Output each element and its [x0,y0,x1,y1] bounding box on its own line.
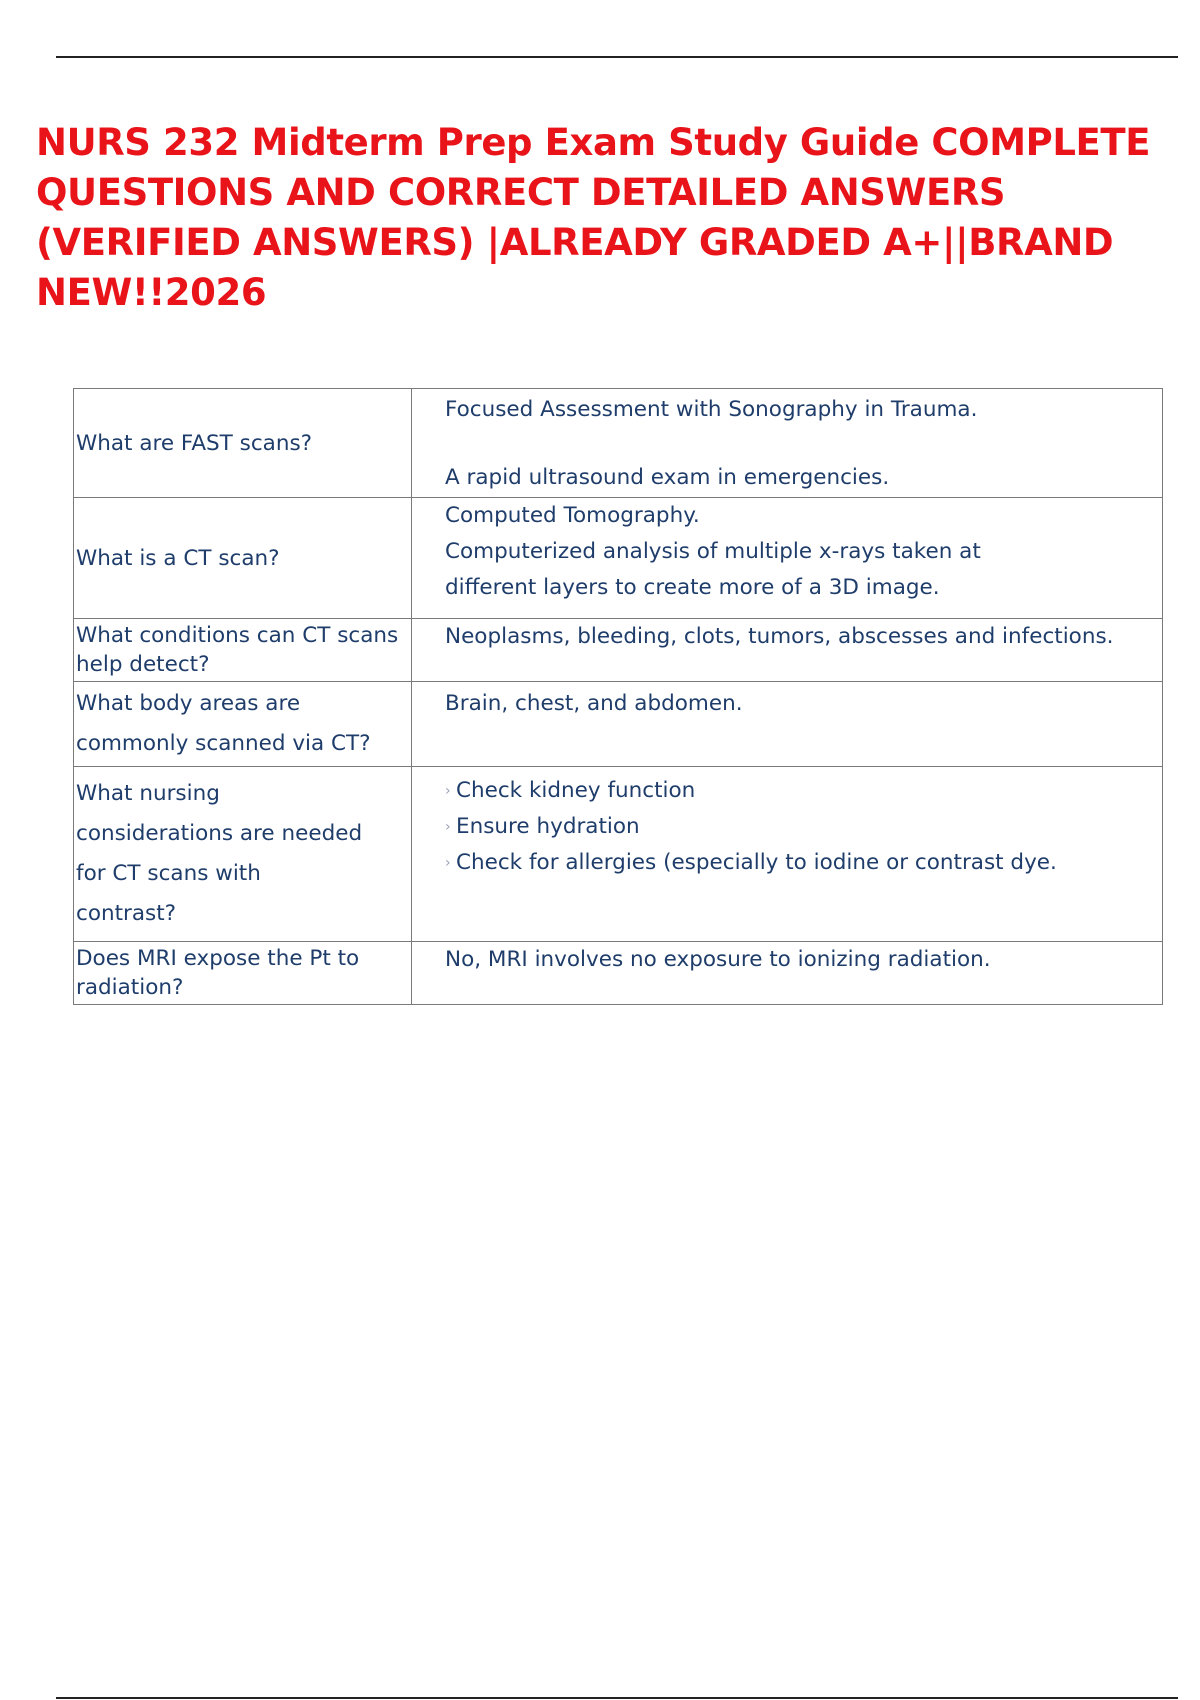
answer-text: Focused Assessment with Sonography in Trauma. [445,397,978,422]
top-divider [56,56,1178,58]
table-row [74,389,1163,498]
answer-cell [412,942,1163,1005]
answer-cell [412,767,1163,942]
question-cell [74,619,412,682]
question-text: What is a CT scan? [76,545,280,571]
table-row [74,767,1163,942]
answer-cell [412,619,1163,682]
table-row [74,682,1163,767]
question-cell [74,682,412,767]
answer-cell [412,498,1163,619]
document-title: NURS 232 Midterm Prep Exam Study Guide COMPLETE QUESTIONS AND CORRECT DETAILED ANSWERS (VERIFIED ANSWERS) |ALREADY GRADED A+||BRAND NEW!!2026 [36,121,1151,314]
answer-text: Computed Tomography. [445,503,700,528]
table-row [74,498,1163,619]
question-text: What conditions can CT scans help detect? [76,623,399,677]
question-cell [74,498,412,619]
answer-text: Computerized analysis of multiple x-rays taken at different layers to create more of a 3D image. [445,539,981,600]
question-cell [74,942,412,1005]
answer-cell [412,389,1163,498]
bullet-list [412,767,1162,883]
list-item: › Ensure hydration [445,809,1152,845]
list-item: › Check for allergies (especially to iodine or contrast dye. [445,845,1152,881]
bottom-divider [56,1697,1178,1699]
answer-text: No, MRI involves no exposure to ionizing radiation. [445,947,991,972]
question-text: Does MRI expose the Pt to radiation? [76,946,360,1000]
question-text: What nursing considerations are needed for CT scans with contrast? [76,781,363,926]
question-text: What body areas are commonly scanned via CT? [76,691,371,756]
table-row [74,942,1163,1005]
question-text: What are FAST scans? [76,430,313,456]
chevron-right-icon: › [445,819,451,835]
answer-text: A rapid ultrasound exam in emergencies. [445,465,890,490]
list-item: › Check kidney function [445,773,1152,809]
chevron-right-icon: › [445,783,451,799]
question-cell [74,767,412,942]
answer-cell [412,682,1163,767]
answer-text: Neoplasms, bleeding, clots, tumors, abscesses and infections. [445,624,1114,649]
chevron-right-icon: › [445,855,451,871]
table-row [74,619,1163,682]
question-cell [74,389,412,498]
answer-text: Brain, chest, and abdomen. [445,691,743,716]
qa-table [73,388,1163,1005]
